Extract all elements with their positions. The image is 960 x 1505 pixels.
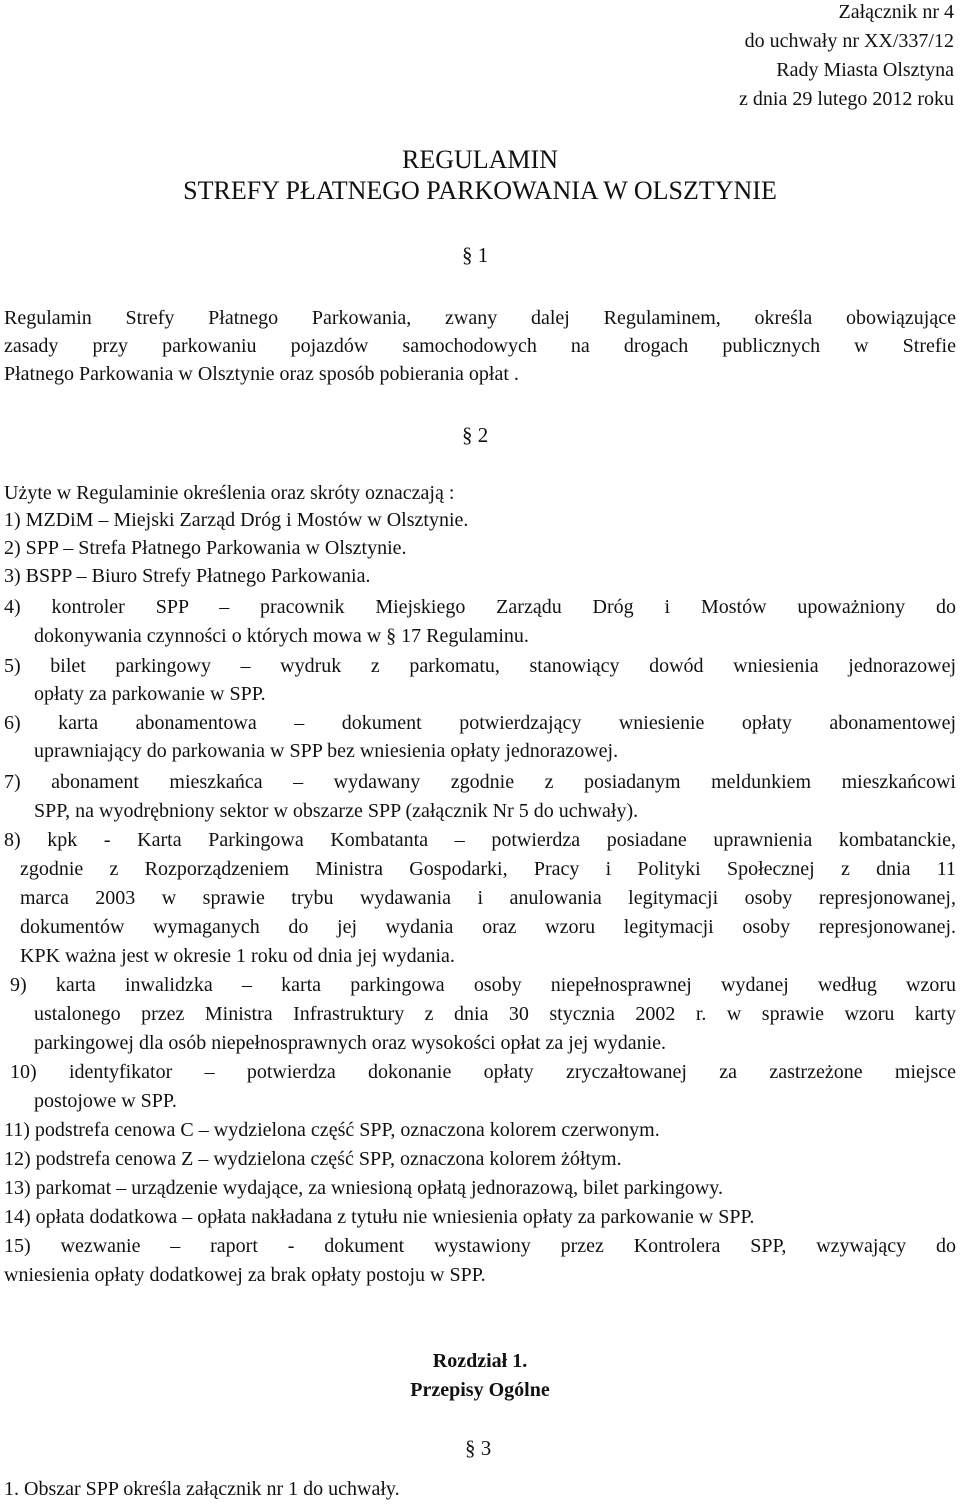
annex-line: z dnia 29 lutego 2012 roku [739,88,954,110]
annex-line: Rady Miasta Olsztyna [776,59,954,81]
definition-item: 8) kpk - Karta Parkingowa Kombatanta – potwierdza posiadane uprawnienia kombatanckie, [4,829,956,851]
definition-item: 12) podstrefa cenowa Z – wydzielona część SPP, oznaczona kolorem żółtym. [4,1148,622,1170]
definition-continuation: marca 2003 w sprawie trybu wydawania i anulowania legitymacji osoby represjonowanej, [20,887,956,909]
definition-continuation: postojowe w SPP. [34,1090,177,1112]
definition-continuation: dokumentów wymaganych do jej wydania oraz wzoru legitymacji osoby represjonowanej. [20,916,956,938]
paragraph-line: zasady przy parkowaniu pojazdów samochodowych na drogach publicznych w Strefie [4,335,956,357]
definition-item: 14) opłata dodatkowa – opłata nakładana z tytułu nie wniesienia opłaty za parkowanie w SPP. [4,1206,755,1228]
definition-continuation: opłaty za parkowanie w SPP. [34,683,266,705]
definition-item: 7) abonament mieszkańca – wydawany zgodnie z posiadanym meldunkiem mieszkańcowi [4,771,956,793]
definition-item: 13) parkomat – urządzenie wydające, za wniesioną opłatą jednorazową, bilet parkingowy. [4,1177,723,1199]
definition-continuation: ustalonego przez Ministra Infrastruktury z dnia 30 stycznia 2002 r. w sprawie wzoru karty [34,1003,956,1025]
final-list-item: 1. Obszar SPP określa załącznik nr 1 do uchwały. [4,1478,400,1500]
definition-item: 5) bilet parkingowy – wydruk z parkomatu, stanowiący dowód wniesienia jednorazowej [4,655,956,677]
paragraph-line: Płatnego Parkowania w Olsztynie oraz sposób pobierania opłat . [4,363,519,385]
section-marker-1: § 1 [462,243,489,267]
definitions-intro: Użyte w Regulaminie określenia oraz skróty oznaczają : [4,482,455,504]
chapter-number: Rozdział 1. [432,1350,528,1372]
definition-item: 3) BSPP – Biuro Strefy Płatnego Parkowania. [4,565,371,587]
definition-item: 15) wezwanie – raport - dokument wystawiony przez Kontrolera SPP, wzywający do [4,1235,956,1257]
annex-line: Załącznik nr 4 [838,1,954,23]
chapter-title: Przepisy Ogólne [410,1379,550,1401]
definition-item: 4) kontroler SPP – pracownik Miejskiego Zarządu Dróg i Mostów upoważniony do [4,596,956,618]
annex-header [739,0,954,114]
definition-item: 6) karta abonamentowa – dokument potwierdzający wniesienie opłaty abonamentowej [4,712,956,734]
section-marker-2: § 2 [462,423,489,447]
definition-continuation: wniesienia opłaty dodatkowej za brak opłaty postoju w SPP. [4,1264,486,1286]
definition-item: 1) MZDiM – Miejski Zarząd Dróg i Mostów w Olsztynie. [4,509,469,531]
definition-item: 2) SPP – Strefa Płatnego Parkowania w Olsztynie. [4,537,407,559]
definition-item: 9) karta inwalidzka – karta parkingowa osoby niepełnosprawnej wydanej według wzoru [10,974,956,996]
definition-continuation: KPK ważna jest w okresie 1 roku od dnia jej wydania. [20,945,455,967]
paragraph-line: Regulamin Strefy Płatnego Parkowania, zwany dalej Regulaminem, określa obowiązujące [4,307,956,329]
definition-continuation: uprawniający do parkowania w SPP bez wniesienia opłaty jednorazowej. [34,740,619,762]
definition-continuation: parkingowej dla osób niepełnosprawnych oraz wysokości opłat za jej wydanie. [34,1032,667,1054]
definition-continuation: SPP, na wyodrębniony sektor w obszarze SPP (załącznik Nr 5 do uchwały). [34,800,639,822]
definition-continuation: dokonywania czynności o których mowa w § 17 Regulaminu. [34,625,529,647]
document-title: REGULAMIN [402,145,558,174]
annex-line: do uchwały nr XX/337/12 [744,30,954,52]
definition-item: 10) identyfikator – potwierdza dokonanie opłaty zryczałtowanej za zastrzeżone miejsce [10,1061,956,1083]
definition-continuation: zgodnie z Rozporządzeniem Ministra Gospodarki, Pracy i Polityki Społecznej z dnia 11 [20,858,956,880]
definition-item: 11) podstrefa cenowa C – wydzielona część SPP, oznaczona kolorem czerwonym. [4,1119,660,1141]
section-marker-3: § 3 [465,1436,492,1460]
document-subtitle: STREFY PŁATNEGO PARKOWANIA W OLSZTYNIE [183,176,777,205]
